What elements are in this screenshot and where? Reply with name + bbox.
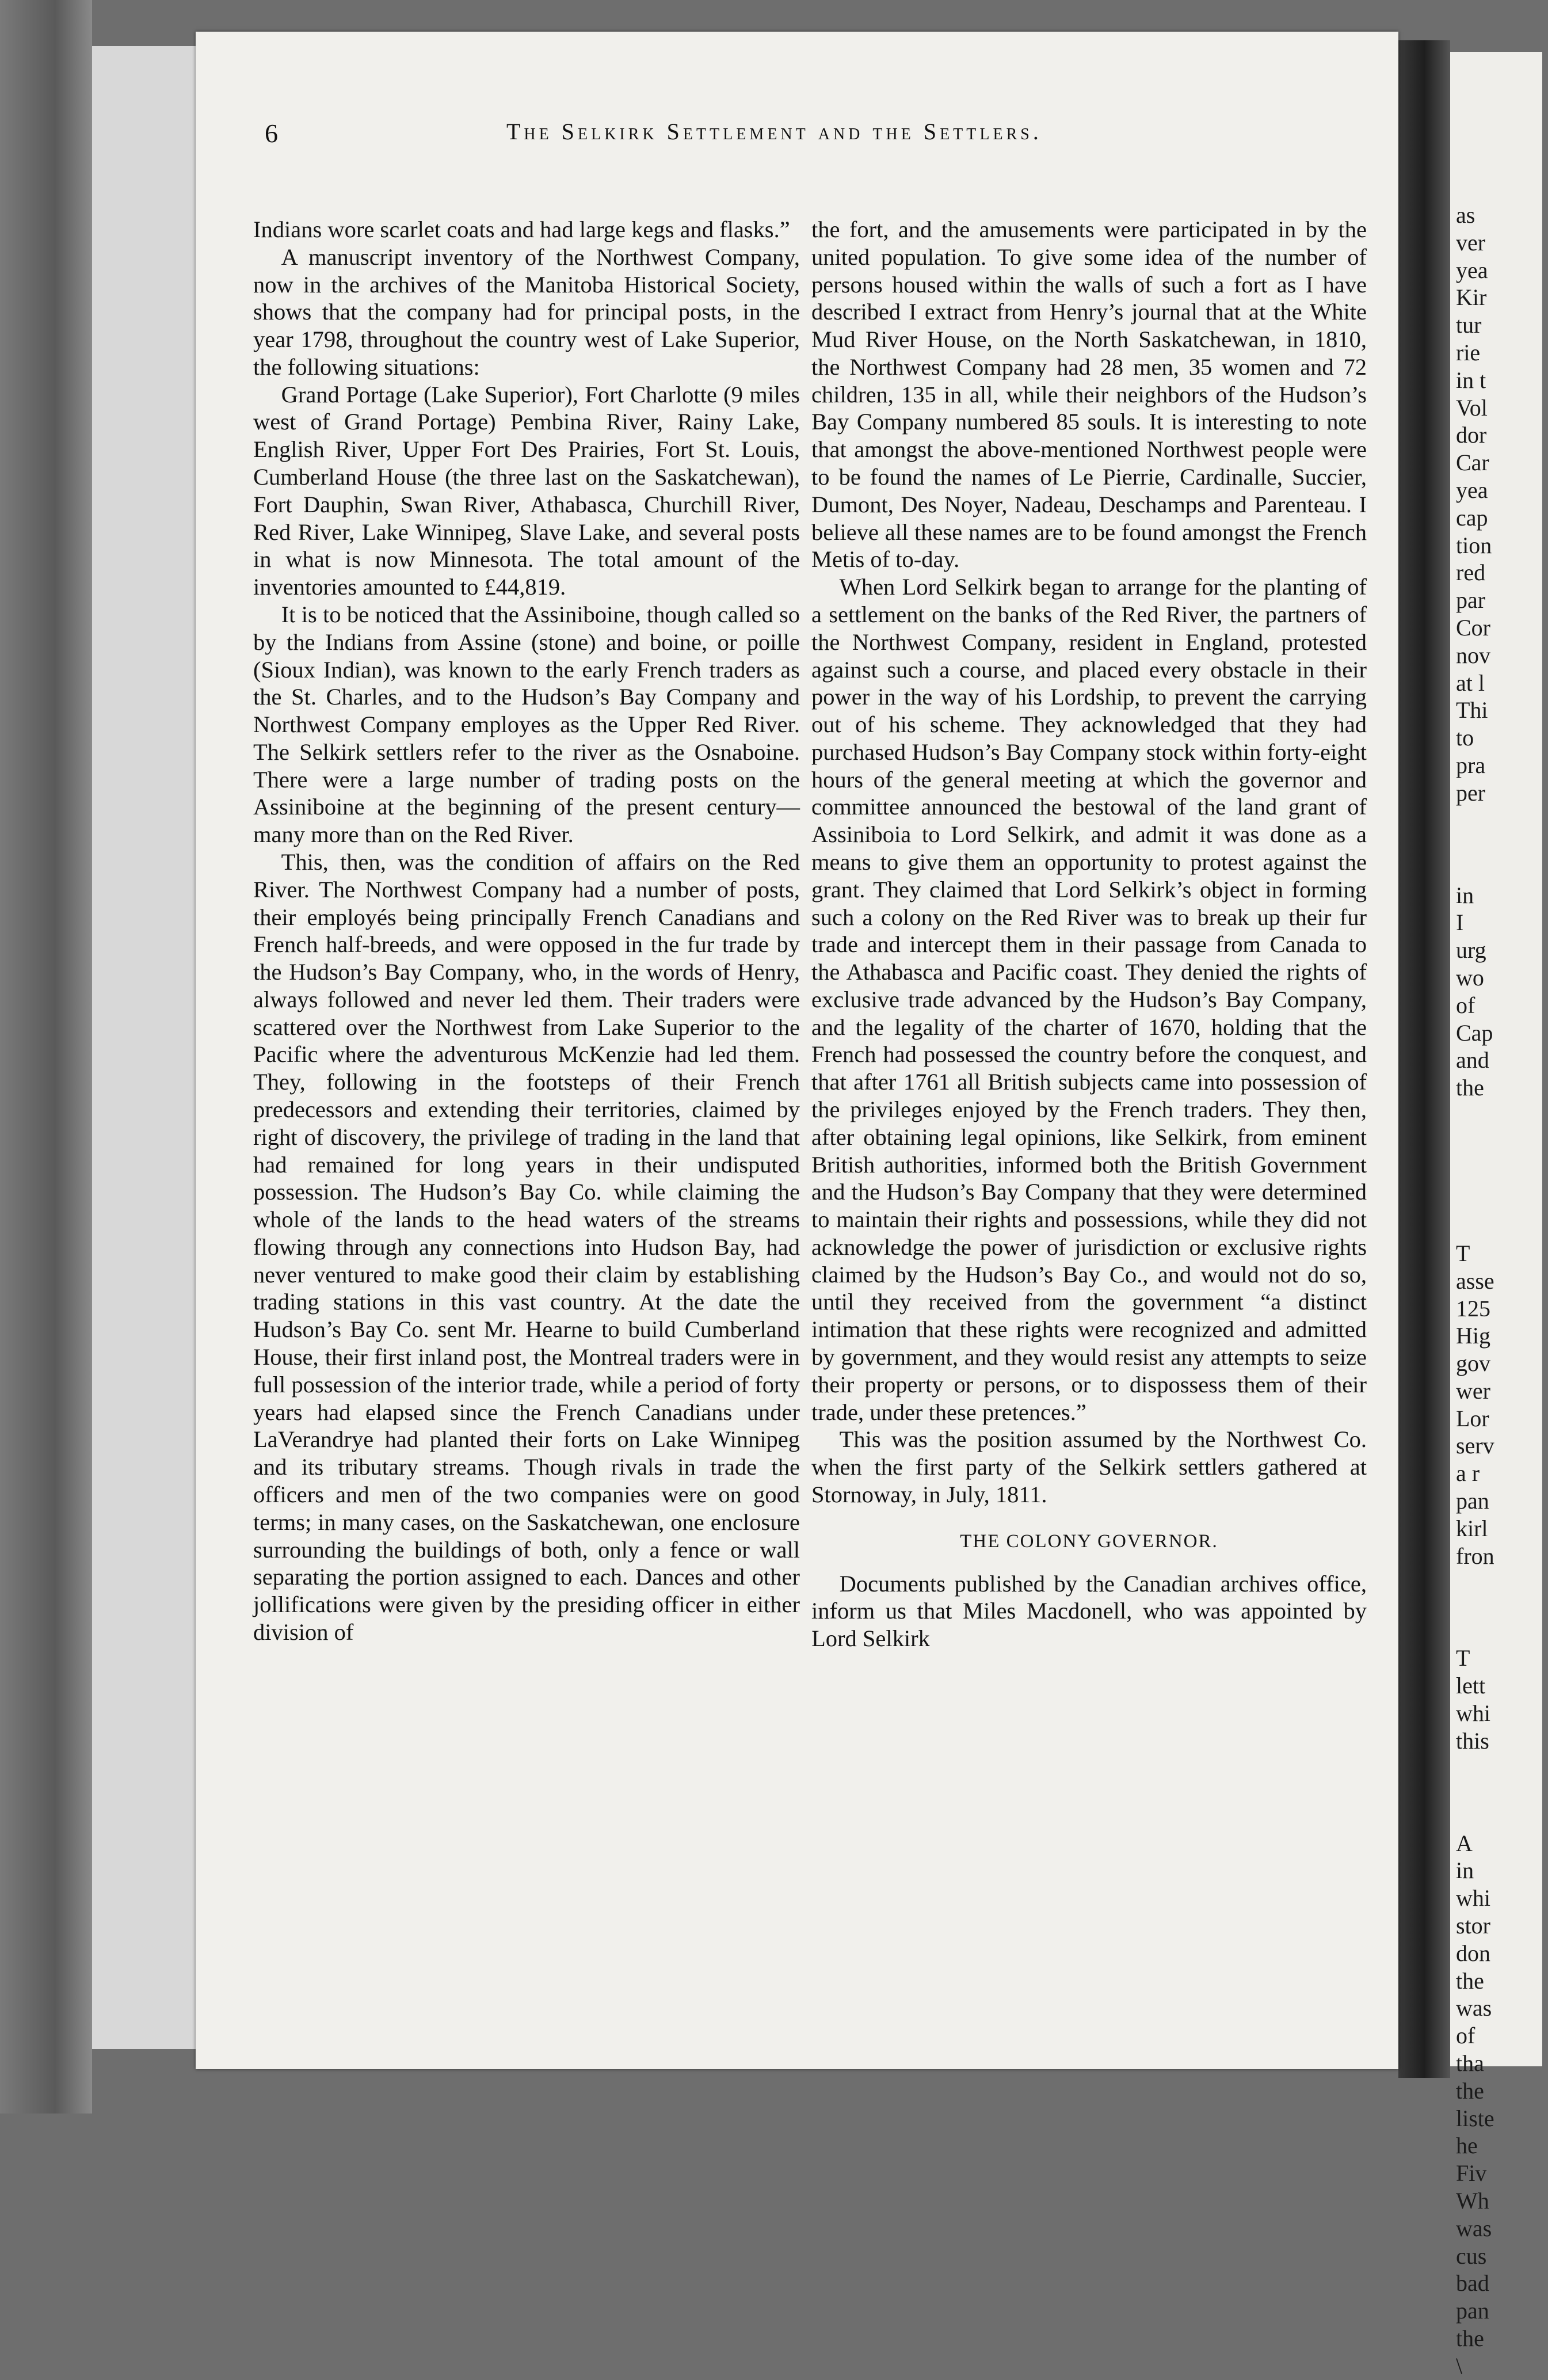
next-page-line: rie <box>1456 339 1481 365</box>
next-page-line: pan <box>1456 2298 1489 2324</box>
next-page-line: Thi <box>1456 697 1488 723</box>
next-page-edge <box>1450 52 1542 2379</box>
next-page-line: par <box>1456 587 1486 614</box>
next-page-line: bad <box>1456 2270 1489 2297</box>
page-number: 6 <box>265 119 278 148</box>
next-page-line: in <box>1456 1857 1474 1884</box>
next-page-line: he <box>1456 2133 1478 2159</box>
next-page-line: Kir <box>1456 284 1487 311</box>
paragraph: Indians wore scarlet coats and had large kegs and flasks.” <box>253 216 790 242</box>
next-page-line: of <box>1456 2023 1475 2049</box>
next-page-line: yea <box>1456 477 1488 503</box>
paragraph: This, then, was the condition of affairs on the Red River. The Northwest Company had a number of posts, their employés being principally French Canadians and French half-breeds, and were opposed in the fur trade by the Hudson’s Bay Company, who, in the words of Henry, always followed and never led them. Their traders were scattered over the Northwest from Lake Superior to the Pacific where the adventurous McKenzie had led them. They, following in the footsteps of their French predecessors and extending their territories, claimed by right of discovery, the privilege of trading in the land that had remained for long years in their undisputed possession. The Hudson’s Bay Co. while claiming the whole of the lands to the head waters of the streams flowing through any connections into Hudson Bay, had never ventured to make good their claim by establishing trading stations in this vast country. At the date the Hudson’s Bay Co. sent Mr. Hearne to build Cumberland House, their first inland post, the Montreal traders were in full possession of the interior trade, while a period of forty years had elapsed since the French Canadians under LaVerandrye had planted their forts on Lake Winnipeg and its tributary streams. Though rivals in trade the officers and men of the two companies were on good terms; in many cases, on the Saskatchewan, one enclosure surrounding the buildings of both, only a fence or wall separating the portion assigned to each. Dances and other jollifications were given by the presiding officer in either division of <box>253 848 800 1645</box>
previous-page-edge <box>92 46 197 2049</box>
next-page-line: wo <box>1456 964 1484 991</box>
next-page-line: per <box>1456 779 1486 806</box>
next-page-line: Lor <box>1456 1405 1489 1431</box>
next-page-line: tion <box>1456 532 1492 558</box>
next-page-line: the <box>1456 1967 1484 1994</box>
next-page-line: to <box>1456 725 1474 751</box>
next-page-line: A <box>1456 1830 1473 1856</box>
next-page-line: Cap <box>1456 1019 1493 1046</box>
scanner-background-left <box>0 0 92 2114</box>
next-page-line: yea <box>1456 257 1488 283</box>
next-page-line: tha <box>1456 2050 1484 2077</box>
next-page-line: and <box>1456 1047 1489 1073</box>
next-page-line: the <box>1456 2325 1484 2351</box>
next-page-line: the <box>1456 1075 1484 1101</box>
next-page-line: Vol <box>1456 394 1488 421</box>
next-page-line: Hig <box>1456 1323 1490 1349</box>
next-page-line: of <box>1456 992 1475 1018</box>
next-page-line: whi <box>1456 1700 1490 1727</box>
next-page-line: gov <box>1456 1350 1490 1377</box>
left-column <box>253 216 800 1646</box>
next-page-line: wer <box>1456 1377 1490 1404</box>
section-heading: THE COLONY GOVERNOR. <box>960 1530 1218 1552</box>
book-gutter <box>1398 40 1450 2078</box>
next-page-line: this <box>1456 1727 1489 1754</box>
next-page-line: lett <box>1456 1673 1486 1699</box>
next-page-line: whi <box>1456 1885 1490 1911</box>
next-page-line: in <box>1456 882 1474 908</box>
paragraph: A manuscript inventory of the Northwest Company, now in the archives of the Manitoba Historical Society, shows that the company had for principal posts, in the year 1798, throughout the country west of Lake Superior, the following situations: <box>253 243 800 380</box>
next-page-line: in t <box>1456 367 1486 393</box>
next-page-line: pan <box>1456 1488 1489 1514</box>
next-page-line: a r <box>1456 1460 1480 1487</box>
next-page-line: 125 <box>1456 1295 1490 1322</box>
next-page-line: Fiv <box>1456 2160 1487 2187</box>
next-page-line: red <box>1456 559 1486 586</box>
next-page-line: I <box>1456 909 1464 936</box>
paragraph: When Lord Selkirk began to arrange for the planting of a settlement on the banks of the Red River, the partners of the Northwest Company, resident in England, protested against such a course, and placed every obstacle in their power in the way of his Lordship, to prevent the carrying out of his scheme. They acknowledged that they had purchased Hudson’s Bay Company stock within forty-eight hours of the general meeting at which the governor and committee announced the bestowal of the land grant of Assiniboia to Lord Selkirk, and admit it was done as a means to give them an opportunity to protest against the grant. They claimed that Lord Selkirk’s object in forming such a colony on the Red River was to break up their fur trade and intercept them in their passage from Canada to the Athabasca and Pacific coast. They denied the rights of exclusive trade advanced by the Hudson’s Bay Company, and the legality of the charter of 1670, holding that the French had possessed the country before the conquest, and that after 1761 all British subjects came into possession of the privileges enjoyed by the French traders. They then, after obtaining legal opinions, like Selkirk, from eminent British authorities, informed both the British Government and the Hudson’s Bay Company that they were determined to maintain their rights and possessions, while they did not acknowledge the power of jurisdiction or exclusive rights claimed by the Hudson’s Bay Co., and would not do so, until they received from the government “a distinct intimation that these rights were recognized and admitted by government, and they would resist any attempts to seize their property or persons, or to dispossess them of their trade, under these pretences.” <box>811 574 1367 1425</box>
next-page-line: as <box>1456 202 1475 228</box>
next-page-line: was <box>1456 2215 1492 2241</box>
next-page-line: fron <box>1456 1543 1494 1569</box>
paragraph: It is to be noticed that the Assiniboine, though called so by the Indians from Assine (stone) and boine, or poille (Sioux Indian), was known to the early French traders as the St. Charles, and to the Hudson’s Bay Company and Northwest Company employes as the Upper Red River. The Selkirk settlers refer to the river as the Osnaboine. There were a large number of trading posts on the Assiniboine at the beginning of the present century—many more than on the Red River. <box>253 601 800 848</box>
next-page-line: at l <box>1456 669 1485 696</box>
next-page-line: cap <box>1456 504 1488 531</box>
next-page-line: serv <box>1456 1433 1494 1459</box>
paragraph: the fort, and the amusements were participated in by the united population. To give some idea of the number of persons housed within the walls of such a fort as I have described I extract from Henry’s journal that at the White Mud River House, on the North Saskatchewan, in 1810, the Northwest Company had 28 men, 35 women and 72 children, 135 in all, while their neighbors of the Hudson’s Bay Company numbered 85 souls. It is interesting to note that amongst the above-mentioned Northwest people were to be found the names of Le Pierrie, Cardinalle, Succier, Dumont, Des Noyer, Nadeau, Deschamps and Parenteau. I believe all these names are to be found amongst the French Metis of to-day. <box>811 216 1367 573</box>
next-page-line: nov <box>1456 642 1490 668</box>
paragraph: This was the position assumed by the Northwest Co. when the first party of the Selkirk settlers gathered at Stornoway, in July, 1811. <box>811 1426 1367 1507</box>
next-page-line: urg <box>1456 937 1486 964</box>
right-column <box>811 216 1367 1652</box>
paragraph: Grand Portage (Lake Superior), Fort Charlotte (9 miles west of Grand Portage) Pembina River, Rainy Lake, English River, Upper Fort Des Prairies, Fort St. Louis, Cumberland House (the three last on the Saskatchewan), Fort Dauphin, Swan River, Athabasca, Churchill River, Red River, Lake Winnipeg, Slave Lake, and several posts in what is now Minnesota. The total amount of the inventories amounted to £44,819. <box>253 381 800 600</box>
next-page-line: liste <box>1456 2105 1494 2131</box>
next-page-line: pra <box>1456 752 1486 778</box>
next-page-line: don <box>1456 1940 1490 1966</box>
next-page-line: tur <box>1456 312 1482 338</box>
next-page-line: dor <box>1456 422 1487 448</box>
running-head: The Selkirk Settlement and the Settlers. <box>506 119 1042 144</box>
next-page-line: Wh <box>1456 2188 1489 2214</box>
book-page <box>196 32 1398 2069</box>
paragraph: Documents published by the Canadian archives office, inform us that Miles Macdonell, who was appointed by Lord Selkirk <box>811 1570 1367 1652</box>
next-page-line: the <box>1456 2077 1484 2104</box>
next-page-line: asse <box>1456 1267 1494 1294</box>
next-page-line: cus <box>1456 2242 1487 2269</box>
next-page-line: ver <box>1456 229 1486 256</box>
next-page-line: T <box>1456 1240 1470 1266</box>
next-page-line: T <box>1456 1645 1470 1671</box>
next-page-line: kirl <box>1456 1515 1488 1541</box>
next-page-text <box>1456 201 1548 2380</box>
next-page-line: stor <box>1456 1913 1490 1939</box>
next-page-line: \ <box>1456 2352 1463 2379</box>
next-page-line: Car <box>1456 450 1489 476</box>
next-page-line: was <box>1456 1995 1492 2021</box>
next-page-line: Cor <box>1456 614 1490 641</box>
